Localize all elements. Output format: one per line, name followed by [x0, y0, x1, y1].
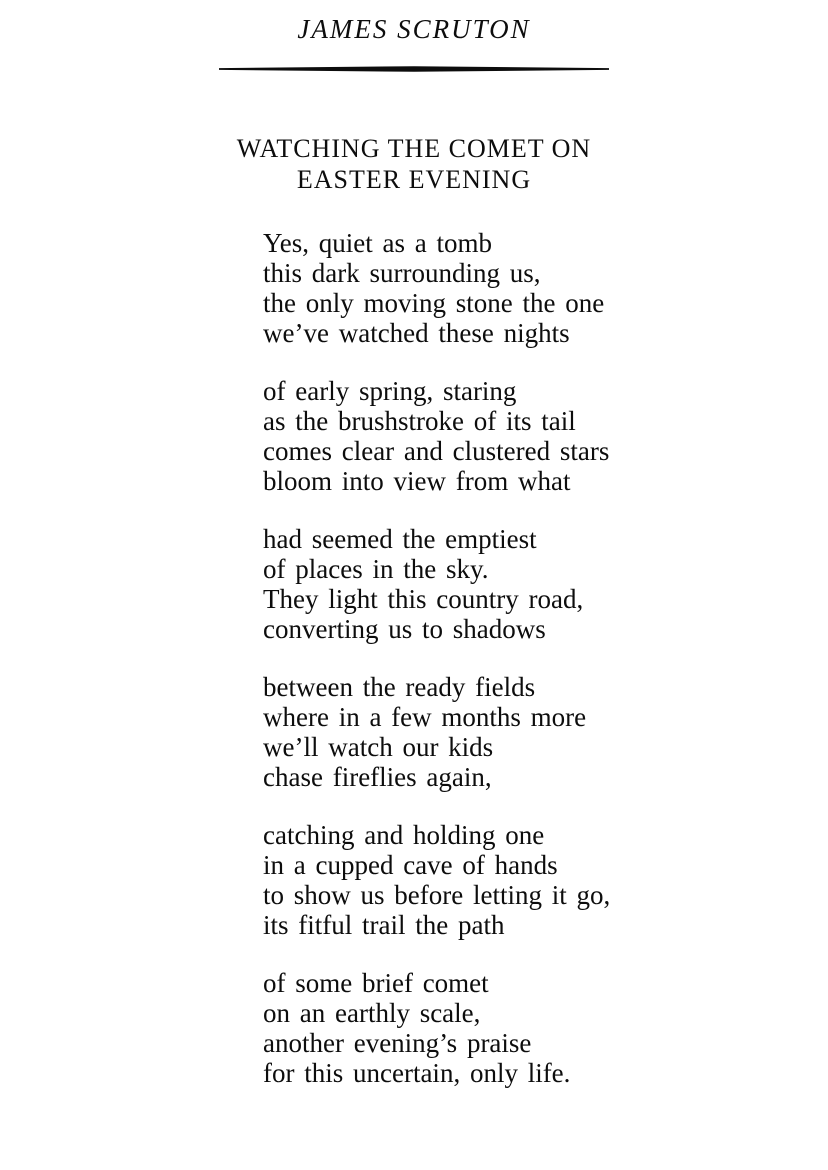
stanza-4	[263, 672, 828, 792]
stanza-1	[263, 228, 828, 348]
poem-line: had seemed the emptiest	[263, 524, 537, 554]
poem-line: to show us before letting it go,	[263, 880, 611, 910]
poem-line: of some brief comet	[263, 968, 489, 998]
poem-line: we’ll watch our kids	[263, 732, 494, 762]
poem-line: comes clear and clustered stars	[263, 436, 610, 466]
poem-line: on an earthly scale,	[263, 998, 481, 1028]
poem-line: of places in the sky.	[263, 554, 489, 584]
poem-line: Yes, quiet as a tomb	[263, 228, 493, 258]
poem-title-line-1: WATCHING THE COMET ON	[236, 134, 592, 163]
poem-line: bloom into view from what	[263, 466, 571, 496]
poem-title-line-2: EASTER EVENING	[296, 165, 532, 194]
poem-line: between the ready fields	[263, 672, 536, 702]
tapered-divider-rule	[219, 65, 609, 73]
author-header: JAMES SCRUTON	[297, 14, 531, 44]
poem-title	[0, 133, 828, 195]
stanza-2	[263, 376, 828, 496]
poem-line: its fitful trail the path	[263, 910, 505, 940]
poem-line: chase fireflies again,	[263, 762, 492, 792]
poem-line: where in a few months more	[263, 702, 587, 732]
poem-line: in a cupped cave of hands	[263, 850, 558, 880]
stanza-3	[263, 524, 828, 644]
poem-line: of early spring, staring	[263, 376, 517, 406]
poem-line: converting us to shadows	[263, 614, 546, 644]
poem-line: we’ve watched these nights	[263, 318, 570, 348]
stanza-5	[263, 820, 828, 940]
poem-line: another evening’s praise	[263, 1028, 532, 1058]
poem-line: They light this country road,	[263, 584, 584, 614]
poem-line: this dark surrounding us,	[263, 258, 541, 288]
poem-line: as the brushstroke of its tail	[263, 406, 576, 436]
poem-line: for this uncertain, only life.	[263, 1058, 571, 1088]
poem-line: catching and holding one	[263, 820, 545, 850]
poem-line: the only moving stone the one	[263, 288, 605, 318]
poem-body	[263, 228, 828, 1088]
stanza-6	[263, 968, 828, 1088]
